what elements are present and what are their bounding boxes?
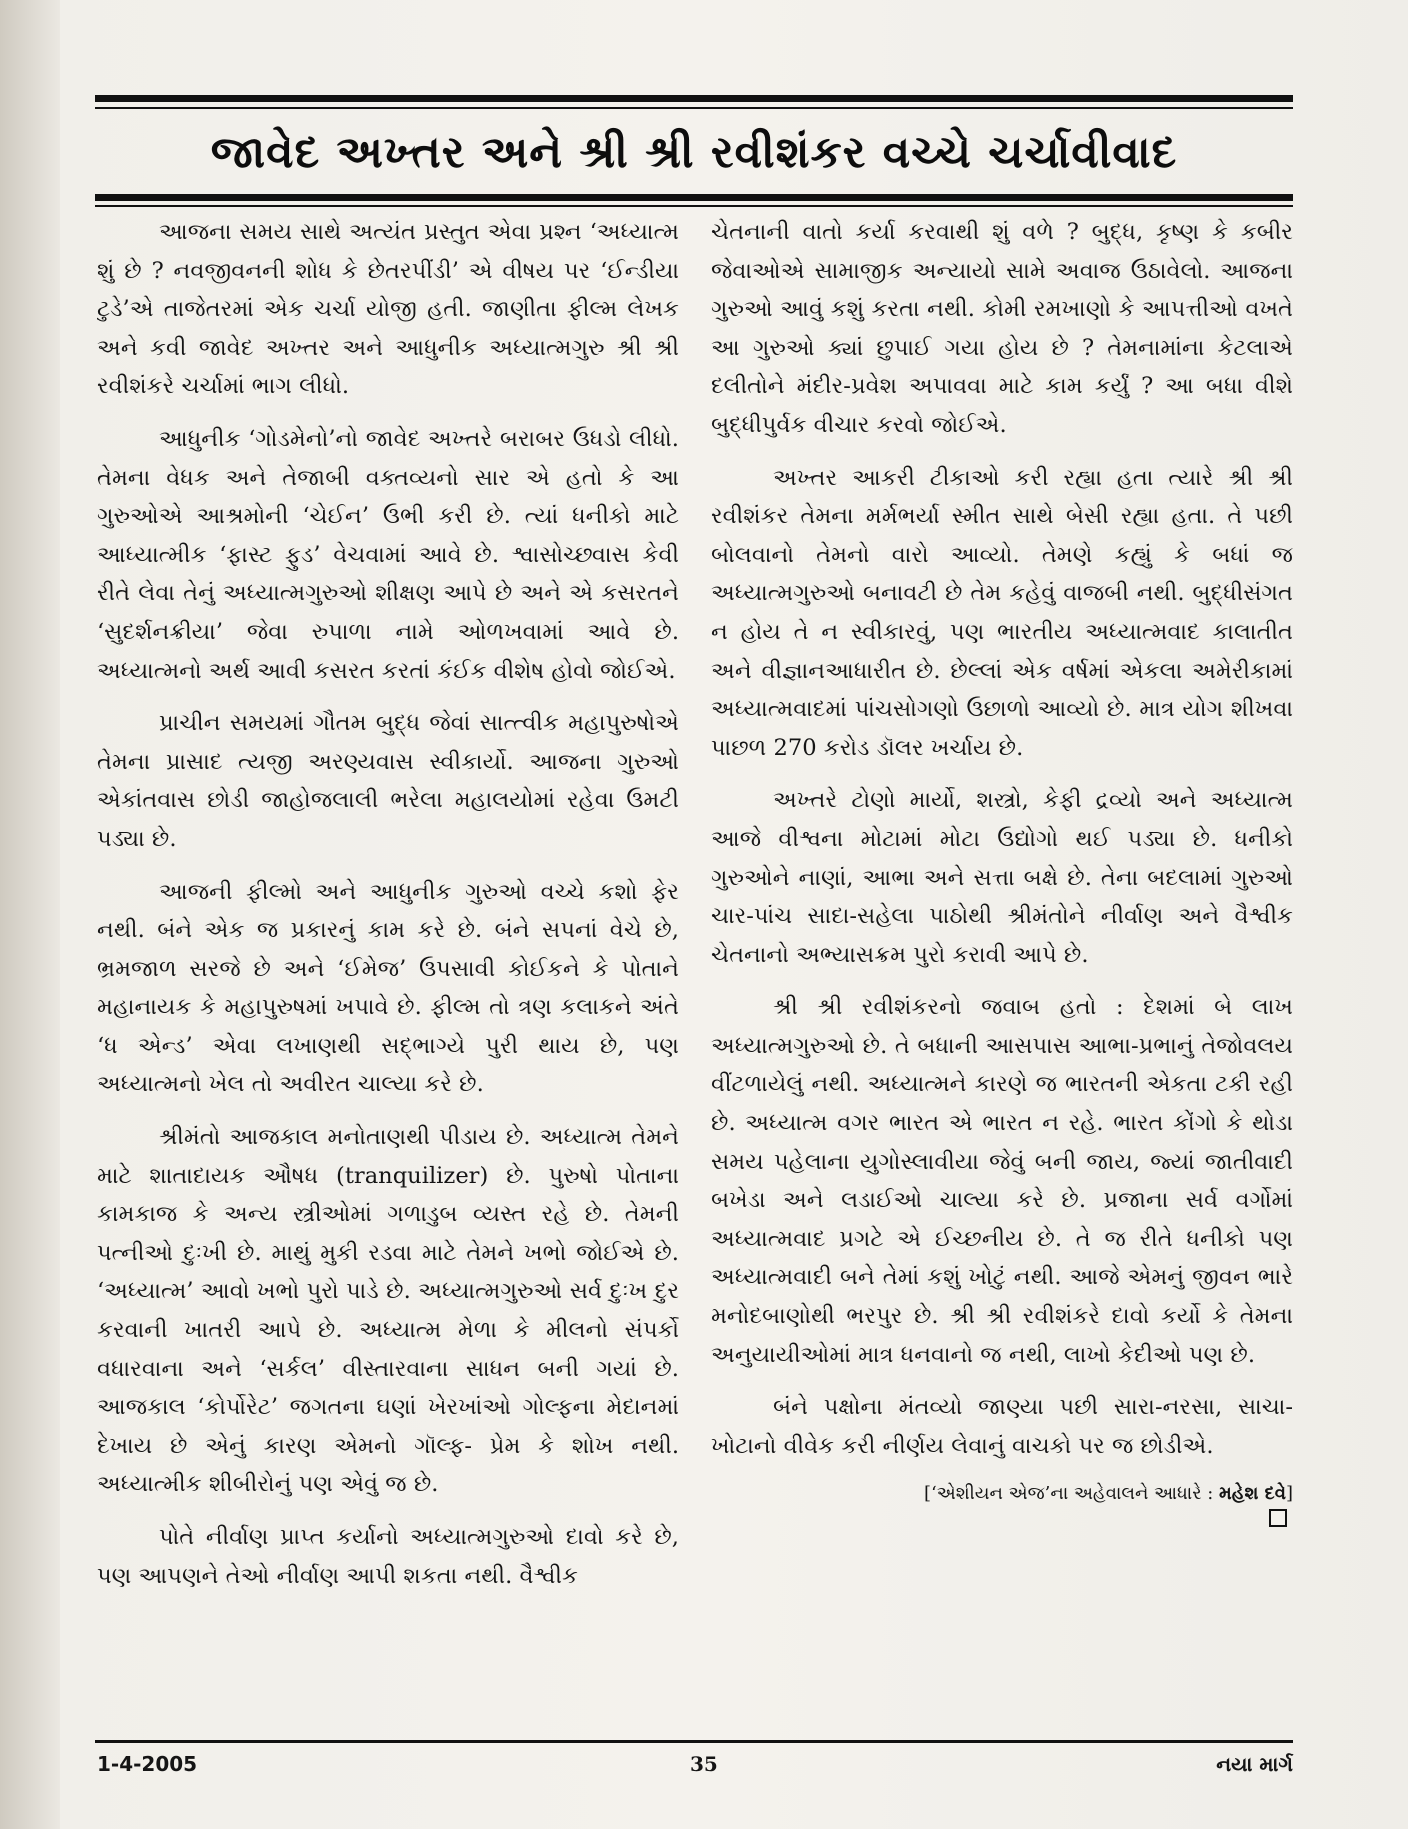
- article-headline: જાવેદ અખ્તર અને શ્રી શ્રી રવીશંકર વચ્ચે ચર્ચાવીવાદ: [210, 126, 1178, 178]
- headline-bottom-rule: [95, 194, 1293, 201]
- paragraph: આજની ફીલ્મો અને આધુનીક ગુરુઓ વચ્ચે કશો ફેર નથી. બંને એક જ પ્રકારનું કામ કરે છે. બંને સપનાં વેચે છે, ભ્રમજાળ સરજે છે અને ‘ઈમેજ’ ઉપસાવી કોઈકને કે પોતાને મહાનાયક કે મહાપુરુષમાં ખપાવે છે. ફીલ્મ તો ત્રણ કલાકને અંતે ‘ધ એન્ડ’ એવા લખાણથી સદ્ભાગ્યે પુરી થાય છે, પણ અધ્યાત્મનો ખેલ તો અવીરત ચાલ્યા કરે છે.: [97, 878, 679, 1098]
- paragraph: અખ્તર આકરી ટીકાઓ કરી રહ્યા હતા ત્યારે શ્રી શ્રી રવીશંકર તેમના મર્મભર્યા સ્મીત સાથે બેસી રહ્યા હતા. તે પછી બોલવાનો તેમનો વારો આવ્યો. તેમણે કહ્યું કે બધાં જ અધ્યાત્મગુરુઓ બનાવટી છે તેમ કહેવું વાજબી નથી. બુદ્ધીસંગત ન હોય તે ન સ્વીકારવું, પણ ભારતીય અધ્યાત્મવાદ કાલાતીત અને વીજ્ઞાનઆધારીત છે. છેલ્લાં એક વર્ષમાં એકલા અમેરીકામાં અધ્યાત્મવાદમાં પાંચસોગણો ઉછાળો આવ્યો છે. માત્ર યોગ શીખવા પાછળ 270 કરોડ ડૉલર ખર્ચાય છે.: [711, 464, 1293, 761]
- attribution-prefix: [‘એશીયન એજ’ના અહેવાલને આધારે :: [924, 1483, 1220, 1505]
- paragraph: પોતે નીર્વાણ પ્રાપ્ત કર્યાનો અધ્યાત્મગુરુઓ દાવો કરે છે, પણ આપણને તેઓ નીર્વાણ આપી શકતા નથી. વૈશ્વીક: [97, 1524, 679, 1589]
- source-attribution: [711, 1479, 1293, 1509]
- paragraph: શ્રીમંતો આજકાલ મનોતાણથી પીડાય છે. અધ્યાત્મ તેમને માટે શાતાદાયક ઔષધ (tranquilizer) છે. પુરુષો પોતાના કામકાજ કે અન્ય સ્ત્રીઓમાં ગળાડુબ વ્યસ્ત રહે છે. તેમની પત્નીઓ દુઃખી છે. માથું મુકી રડવા માટે તેમને ખભો જોઈએ છે. ‘અધ્યાત્મ’ આવો ખભો પુરો પાડે છે. અધ્યાત્મગુરુઓ સર્વ દુઃખ દુર કરવાની ખાતરી આપે છે. અધ્યાત્મ મેળા કે મીલનો સંપર્કો વધારવાના અને ‘સર્કલ’ વીસ્તારવાના સાધન બની ગયાં છે. આજકાલ ‘કોર્પોરેટ’ જગતના ઘણાં ખેરખાંઓ ગોલ્ફના મેદાનમાં દેખાય છે એનું કારણ એમનો ગૉલ્ફ- પ્રેમ કે શોખ નથી. અધ્યાત્મીક શીબીરોનું પણ એવું જ છે.: [97, 1124, 679, 1498]
- magazine-name: નયા માર્ગ: [1216, 1752, 1293, 1776]
- headline-bottom-thin-rule: [95, 205, 1293, 207]
- headline-top-rule: [95, 95, 1293, 102]
- page-edge-shadow: [0, 0, 60, 1829]
- article-column-right: [711, 213, 1293, 1733]
- paragraph: આજના સમય સાથે અત્યંત પ્રસ્તુત એવા પ્રશ્ન ‘અધ્યાત્મ શું છે ? નવજીવનની શોધ કે છેતરપીંડી’ એ વીષય પર ‘ઈન્ડીયા ટુડે’એ તાજેતરમાં એક ચર્ચા યોજી હતી. જાણીતા ફીલ્મ લેખક અને કવી જાવેદ અખ્તર અને આધુનીક અધ્યાત્મગુરુ શ્રી શ્રી રવીશંકરે ચર્ચામાં ભાગ લીધો.: [97, 219, 679, 400]
- article-column-left: [97, 213, 679, 1733]
- paragraph: શ્રી શ્રી રવીશંકરનો જવાબ હતો : દેશમાં બે લાખ અધ્યાત્મગુરુઓ છે. તે બધાની આસપાસ આભા-પ્રભાનું તેજોવલય વીંટળાયેલું નથી. અધ્યાત્મને કારણે જ ભારતની એકતા ટકી રહી છે. અધ્યાત્મ વગર ભારત એ ભારત ન રહે. ભારત કોંગો કે થોડા સમય પહેલાના યુગોસ્લાવીયા જેવું બની જાય, જ્યાં જાતીવાદી બખેડા અને લડાઈઓ ચાલ્યા કરે છે. પ્રજાના સર્વ વર્ગોમાં અધ્યાત્મવાદ પ્રગટે એ ઈચ્છનીય છે. તે જ રીતે ધનીકો પણ અધ્યાત્મવાદી બને તેમાં કશું ખોટું નથી. આજે એમનું જીવન ભારે મનોદબાણોથી ભરપુર છે. શ્રી શ્રી રવીશંકરે દાવો કર્યો કે તેમના અનુયાયીઓમાં માત્ર ધનવાનો જ નથી, લાખો કેદીઓ પણ છે.: [711, 994, 1293, 1368]
- end-of-article-square-icon: [1269, 1509, 1287, 1527]
- attribution-author: મહેશ દવે: [1219, 1483, 1286, 1505]
- paragraph: અખ્તરે ટોણો માર્યો, શસ્ત્રો, કેફી દ્રવ્યો અને અધ્યાત્મ આજે વીશ્વના મોટામાં મોટા ઉદ્યોગો થઈ પડ્યા છે. ધનીકો ગુરુઓને નાણાં, આભા અને સત્તા બક્ષે છે. તેના બદલામાં ગુરુઓ ચાર-પાંચ સાદા-સહેલા પાઠોથી શ્રીમંતોને નીર્વાણ અને વૈશ્વીક ચેતનાનો અભ્યાસક્રમ પુરો કરાવી આપે છે.: [711, 787, 1293, 968]
- issue-date: 1-4-2005: [97, 1752, 198, 1776]
- footer-rule: [95, 1740, 1293, 1743]
- paragraph-continued: ચેતનાની વાતો કર્યા કરવાથી શું વળે ? બુદ્ધ, કૃષ્ણ કે કબીર જેવાઓએ સામાજીક અન્યાયો સામે અવાજ ઉઠાવેલો. આજના ગુરુઓ આવું કશું કરતા નથી. કોમી રમખાણો કે આપત્તીઓ વખતે આ ગુરુઓ ક્યાં છુપાઈ ગયા હોય છે ? તેમનામાંના કેટલાએ દલીતોને મંદીર-પ્રવેશ અપાવવા માટે કામ કર્યું ? આ બધા વીશે બુદ્ધીપુર્વક વીચાર કરવો જોઈએ.: [711, 219, 1293, 438]
- paragraph: પ્રાચીન સમયમાં ગૌતમ બુદ્ધ જેવાં સાત્ત્વીક મહાપુરુષોએ તેમના પ્રાસાદ ત્યજી અરણ્યવાસ સ્વીકાર્યો. આજના ગુરુઓ એકાંતવાસ છોડી જાહોજલાલી ભરેલા મહાલયોમાં રહેવા ઉમટી પડ્યા છે.: [97, 710, 679, 852]
- page-number: 35: [690, 1752, 718, 1776]
- paragraph: બંને પક્ષોના મંતવ્યો જાણ્યા પછી સારા-નરસા, સાચા-ખોટાનો વીવેક કરી નીર્ણય લેવાનું વાચકો પર જ છોડીએ.: [711, 1394, 1293, 1459]
- attribution-suffix: ]: [1285, 1483, 1293, 1505]
- headline-top-thin-rule: [95, 107, 1293, 109]
- paragraph: આધુનીક ‘ગોડમેનો’નો જાવેદ અખ્તરે બરાબર ઉધડો લીધો. તેમના વેધક અને તેજાબી વક્તવ્યનો સાર એ હતો કે આ ગુરુઓએ આશ્રમોની ‘ચેઈન’ ઉભી કરી છે. ત્યાં ધનીકો માટે આધ્યાત્મીક ‘ફાસ્ટ ફુડ’ વેચવામાં આવે છે. શ્વાસોચ્છ્વાસ કેવી રીતે લેવા તેનું અધ્યાત્મગુરુઓ શીક્ષણ આપે છે અને એ કસરતને ‘સુદર્શનક્રીયા’ જેવા રુપાળા નામે ઓળખવામાં આવે છે. અધ્યાત્મનો અર્થ આવી કસરત કરતાં કંઈક વીશેષ હોવો જોઈએ.: [97, 425, 679, 684]
